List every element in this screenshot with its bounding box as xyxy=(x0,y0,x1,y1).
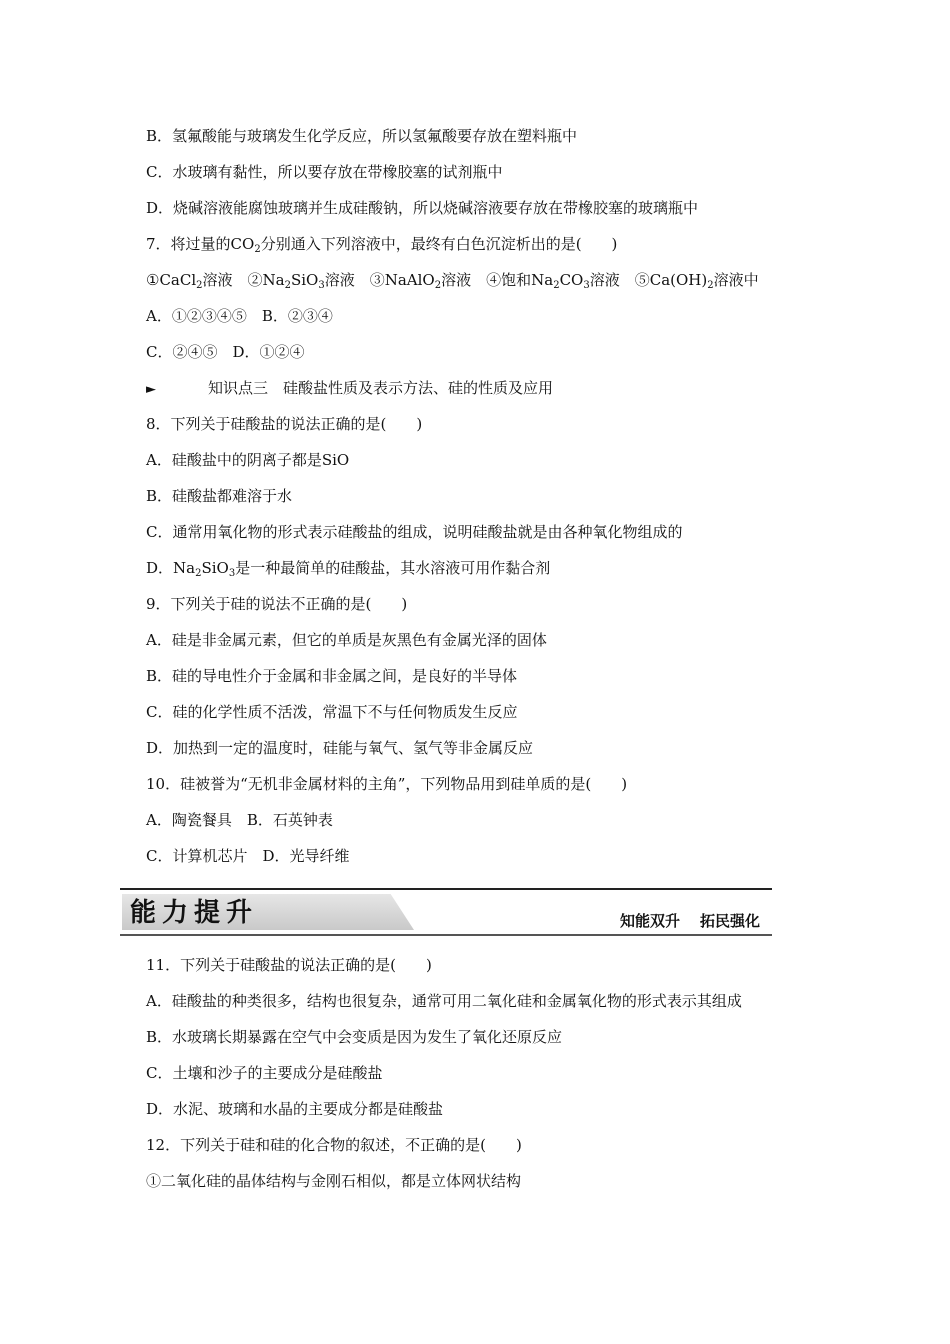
q6-option-c: C．水玻璃有黏性，所以要存放在带橡胶塞的试剂瓶中 xyxy=(146,163,503,181)
q6-option-d: D．烧碱溶液能腐蚀玻璃并生成硅酸钠，所以烧碱溶液要存放在带橡胶塞的玻璃瓶中 xyxy=(146,199,699,217)
banner-title: 能力提升 xyxy=(130,898,259,928)
q11-option-a: A．硅酸盐的种类很多，结构也很复杂，通常可用二氧化硅和金属氧化物的形式表示其组成 xyxy=(146,992,742,1010)
section-heading xyxy=(146,378,553,398)
q11-option-c: C．土壤和沙子的主要成分是硅酸盐 xyxy=(146,1064,383,1082)
ability-banner xyxy=(120,888,772,938)
q7-sol-3b: 溶液 ④饱和Na xyxy=(441,271,554,289)
q9-option-b: B．硅的导电性介于金属和非金属之间，是良好的半导体 xyxy=(146,667,518,685)
q7-sol-1a: ①CaCl xyxy=(146,271,197,289)
q7-options-cd: C．②④⑤ D．①②④ xyxy=(146,343,305,361)
q9-option-a: A．硅是非金属元素，但它的单质是灰黑色有金属光泽的固体 xyxy=(146,631,547,649)
banner-bottom-rule xyxy=(120,934,772,936)
q8d-sub2: 3 xyxy=(228,568,236,579)
q7-sol-5b: 溶液中 xyxy=(713,271,759,289)
q7-stem-sub: 2 xyxy=(254,244,261,255)
q7-stem xyxy=(146,234,617,254)
q9-option-d: D．加热到一定的温度时，硅能与氧气、氢气等非金属反应 xyxy=(146,739,534,757)
q10-options-ab: A．陶瓷餐具 B．石英钟表 xyxy=(146,811,333,829)
banner-motto-1: 知能双升 xyxy=(619,912,680,930)
q7-sol-4s1: 2 xyxy=(553,280,560,291)
q8d-post: 是一种最简单的硅酸盐，其水溶液可用作黏合剂 xyxy=(235,559,551,577)
q8d-pre: D．Na xyxy=(146,559,196,577)
q7-sol-3s: 2 xyxy=(434,280,442,291)
q7-sol-4s2: 3 xyxy=(583,280,590,291)
play-arrow-icon: ► xyxy=(146,382,156,397)
q10-stem: 10．硅被誉为“无机非金属材料的主角”，下列物品用到硅单质的是( ) xyxy=(146,775,628,793)
q7-sol-4c: 溶液 ⑤Ca(OH) xyxy=(589,271,708,289)
q8-option-d xyxy=(146,558,550,578)
banner-motto-2: 拓民强化 xyxy=(699,912,760,930)
q12-stem: 12．下列关于硅和硅的化合物的叙述，不正确的是( ) xyxy=(146,1136,522,1154)
q8-stem: 8．下列关于硅酸盐的说法正确的是( ) xyxy=(146,415,423,433)
q6-option-b: B．氢氟酸能与玻璃发生化学反应，所以氢氟酸要存放在塑料瓶中 xyxy=(146,127,578,145)
q9-option-c: C．硅的化学性质不活泼，常温下不与任何物质发生反应 xyxy=(146,703,518,721)
q7-sol-2c: 溶液 ③NaAlO xyxy=(324,271,435,289)
banner-top-rule xyxy=(120,888,772,890)
q8d-sub1: 2 xyxy=(195,568,202,579)
q12-statement-1: ①二氧化硅的晶体结构与金刚石相似，都是立体网状结构 xyxy=(146,1172,522,1190)
section-title: 知识点三 硅酸盐性质及表示方法、硅的性质及应用 xyxy=(208,379,554,397)
q7-solutions xyxy=(146,270,759,290)
q7-stem-post: 分别通入下列溶液中，最终有白色沉淀析出的是( ) xyxy=(260,235,618,253)
q9-stem: 9．下列关于硅的说法不正确的是( ) xyxy=(146,595,408,613)
q8-option-c: C．通常用氧化物的形式表示硅酸盐的组成，说明硅酸盐就是由各种氧化物组成的 xyxy=(146,523,683,541)
q8-option-b: B．硅酸盐都难溶于水 xyxy=(146,487,293,505)
q8-option-a: A．硅酸盐中的阴离子都是SiO xyxy=(146,451,350,469)
q7-options-ab: A．①②③④⑤ B．②③④ xyxy=(146,307,333,325)
q7-sol-5s: 2 xyxy=(707,280,714,291)
q7-stem-pre: 7．将过量的CO xyxy=(146,235,255,253)
q8d-mid: SiO xyxy=(201,559,229,577)
q11-stem: 11．下列关于硅酸盐的说法正确的是( ) xyxy=(146,956,432,974)
q11-option-b: B．水玻璃长期暴露在空气中会变质是因为发生了氧化还原反应 xyxy=(146,1028,563,1046)
q10-options-cd: C．计算机芯片 D．光导纤维 xyxy=(146,847,350,865)
q7-sol-2b: SiO xyxy=(290,271,319,289)
q7-sol-1s: 2 xyxy=(196,280,203,291)
banner-motto xyxy=(620,910,760,931)
q7-sol-1b: 溶液 ②Na xyxy=(202,271,285,289)
q7-sol-2s1: 2 xyxy=(284,280,291,291)
q7-sol-4b: CO xyxy=(559,271,584,289)
q11-option-d: D．水泥、玻璃和水晶的主要成分都是硅酸盐 xyxy=(146,1100,444,1118)
q7-sol-2s2: 3 xyxy=(318,280,325,291)
